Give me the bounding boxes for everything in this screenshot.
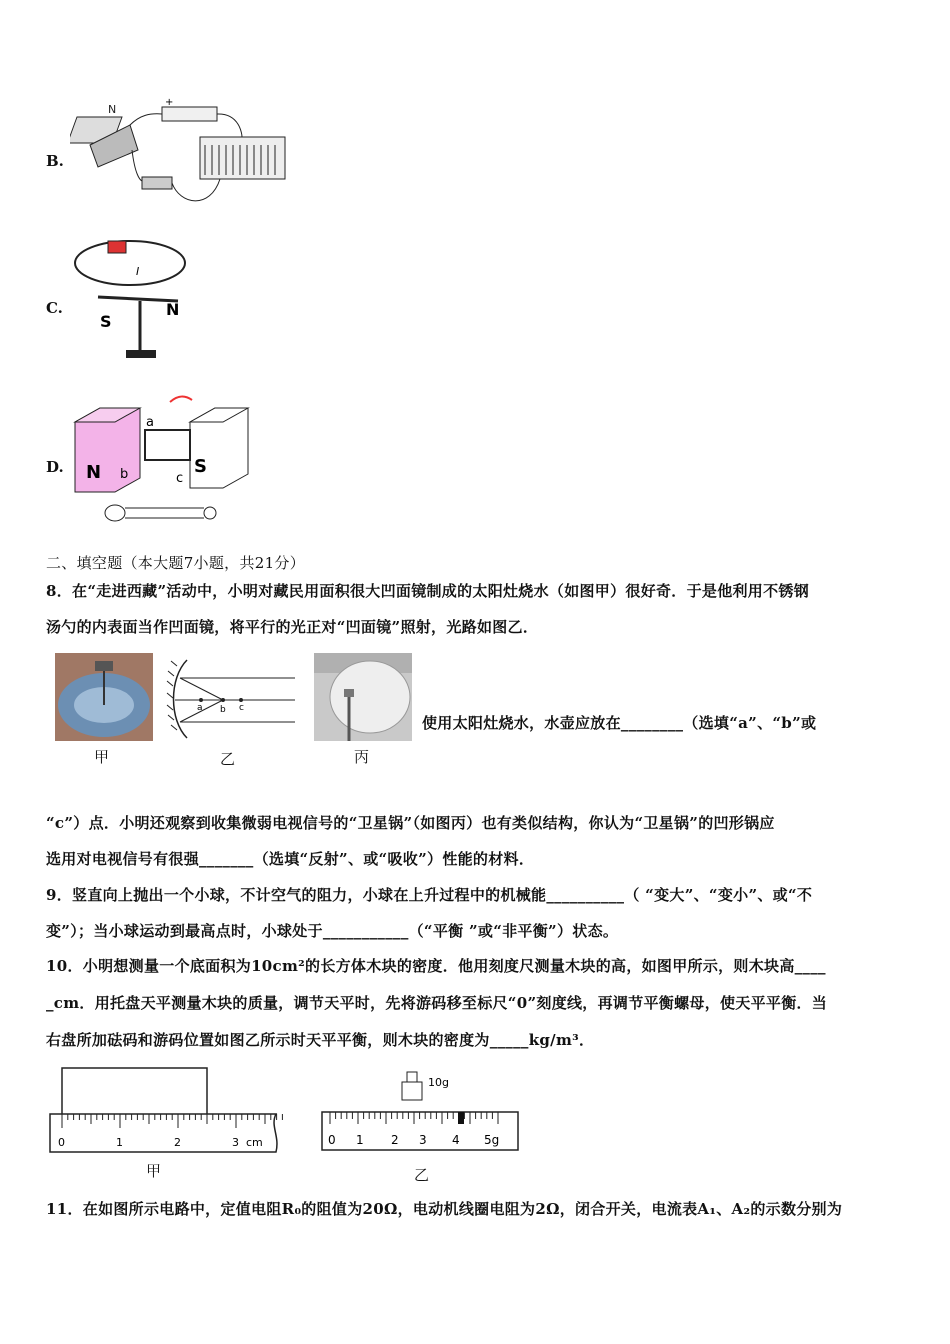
scale-tick-1: 1 — [356, 1133, 364, 1147]
ruler-tick-0: 0 — [58, 1136, 65, 1149]
svg-text:+: + — [165, 97, 174, 108]
option-b-label: B. — [46, 152, 64, 170]
q8-line3: “c”）点．小明还观察到收集微弱电视信号的“卫星锅”（如图丙）也有类似结构，你认为“卫星锅”的凹形锅应 — [46, 814, 775, 832]
q8-inline-text: 使用太阳灶烧水，水壶应放在________（选填“a”、“b”或 — [422, 714, 817, 732]
q10-line3: 右盘所加砝码和游码位置如图乙所示时天平平衡，则木块的密度为_____kg/m³． — [46, 1031, 595, 1049]
d-label-a: a — [146, 415, 154, 430]
q11-line1: 11．在如图所示电路中，定值电阻R₀的阻值为20Ω，电动机线圈电阻为2Ω，闭合开关，电流表A₁、A₂的示数分别为 — [46, 1200, 843, 1218]
q8-line2: 汤勺的内表面当作凹面镜，将平行的光正对“凹面镜”照射，光路如图乙． — [46, 618, 539, 636]
q10-ruler-figure — [48, 1066, 283, 1156]
d-label-c: c — [176, 471, 184, 486]
q8-solar-cooker-photo — [55, 653, 153, 741]
q9-line2: 变”）；当小球运动到最高点时，小球处于___________（“平衡 ”或“非平衡”）状态。 — [46, 922, 619, 940]
d-label-b: b — [120, 467, 129, 482]
ruler-unit: cm — [246, 1136, 263, 1149]
section-heading: 二、填空题（本大题7小题，共21分） — [46, 554, 306, 572]
ruler-tick-2: 2 — [174, 1136, 181, 1149]
scale-tick-5g: 5g — [484, 1133, 500, 1147]
q8-point-b: b — [220, 705, 226, 715]
d-pole-n: N — [86, 462, 102, 483]
c-pole-s: S — [100, 312, 112, 331]
c-current-label: I — [136, 265, 140, 278]
svg-text:N: N — [108, 103, 117, 116]
q10-balance-scale-figure — [318, 1066, 523, 1156]
q10-caption-yi: 乙 — [414, 1166, 430, 1184]
q8-line4: 选用对电视信号有很强_______（选填“反射”、或“吸收”）性能的材料． — [46, 850, 535, 868]
scale-tick-2: 2 — [391, 1133, 399, 1147]
q8-line1: 8．在“走进西藏”活动中，小明对藏民用面积很大凹面镜制成的太阳灶烧水（如图甲）很好奇．于是他利用不锈钢 — [46, 582, 809, 600]
q9-line1: 9．竖直向上抛出一个小球，不计空气的阻力，小球在上升过程中的机械能__________（ “变大”、“变小”、或“不 — [46, 886, 813, 904]
option-b-circuit-figure — [70, 95, 295, 215]
q8-point-a: a — [197, 703, 203, 713]
q10-line2: _cm．用托盘天平测量木块的质量，调节天平时，先将游码移至标尺“0”刻度线，再调节平衡螺母，使天平平衡．当 — [46, 994, 828, 1012]
q8-satellite-dish-photo — [314, 653, 412, 741]
option-d-generator-figure — [70, 390, 255, 530]
scale-tick-3: 3 — [419, 1133, 427, 1147]
q8-point-c: c — [239, 703, 244, 713]
q8-light-path-diagram — [165, 658, 300, 740]
ruler-tick-1: 1 — [116, 1136, 123, 1149]
option-c-oersted-figure — [70, 235, 200, 365]
ruler-tick-3: 3 — [232, 1136, 239, 1149]
q8-caption-bing: 丙 — [354, 748, 370, 766]
q8-caption-jia: 甲 — [94, 748, 110, 766]
q10-caption-jia: 甲 — [146, 1162, 162, 1180]
c-pole-n: N — [166, 300, 180, 319]
option-c-label: C. — [46, 299, 63, 317]
option-d-label: D. — [46, 458, 64, 476]
weight-label: 10g — [428, 1076, 449, 1089]
q8-caption-yi: 乙 — [220, 750, 236, 768]
scale-tick-0: 0 — [328, 1133, 336, 1147]
d-pole-s: S — [194, 456, 207, 477]
q10-line1: 10．小明想测量一个底面积为10cm²的长方体木块的密度．他用刻度尺测量木块的高，如图甲所示，则木块高____ — [46, 957, 826, 975]
rider-marker — [458, 1112, 464, 1124]
scale-tick-4: 4 — [452, 1133, 460, 1147]
